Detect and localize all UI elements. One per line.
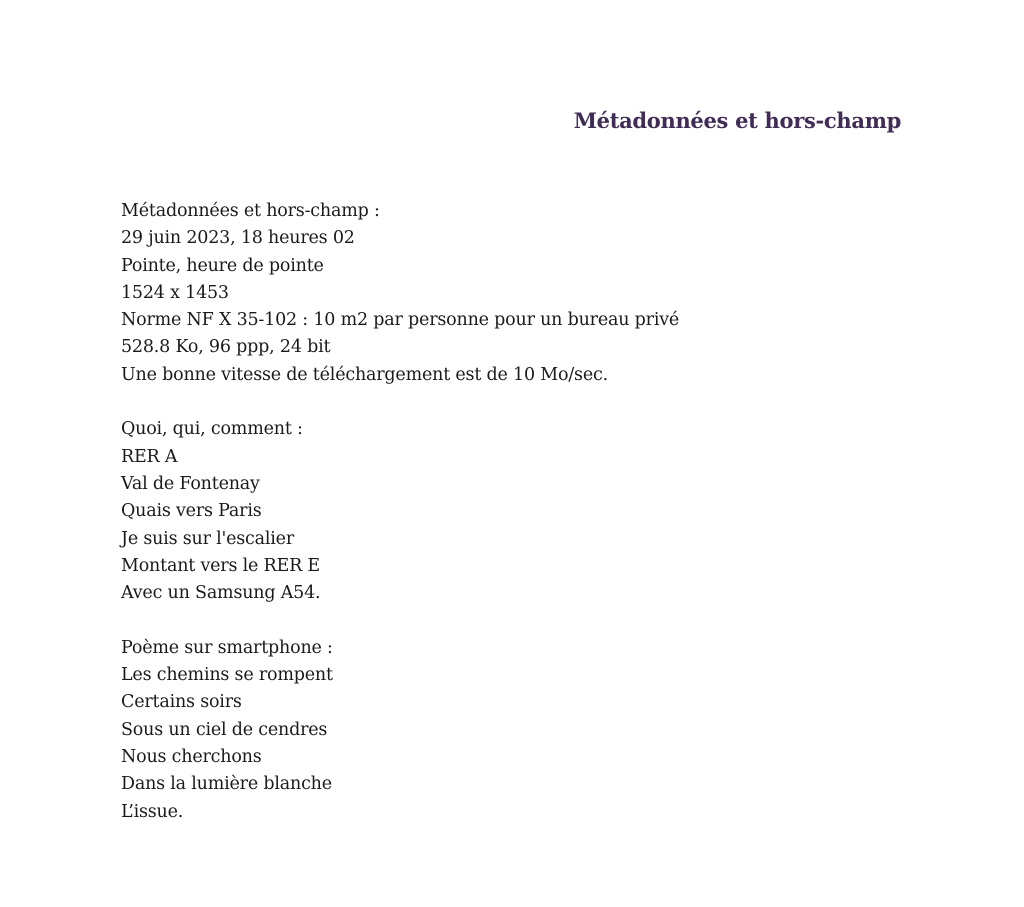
text-line: RER A bbox=[121, 446, 178, 467]
text-line: Sous un ciel de cendres bbox=[121, 719, 328, 740]
text-line: Certains soirs bbox=[121, 692, 242, 713]
text-line: Une bonne vitesse de téléchargement est de 10 Mo/sec. bbox=[121, 364, 608, 385]
text-line: Norme NF X 35-102 : 10 m2 par personne pour un bureau privé bbox=[121, 310, 680, 331]
text-line: Quais vers Paris bbox=[121, 501, 262, 522]
text-line: Métadonnées et hors-champ : bbox=[121, 201, 380, 221]
text-line: Montant vers le RER E bbox=[121, 555, 320, 576]
body-text bbox=[121, 198, 901, 853]
text-line: Pointe, heure de pointe bbox=[121, 255, 324, 276]
text-line: Quoi, qui, comment : bbox=[121, 419, 303, 440]
text-line: Nous cherchons bbox=[121, 746, 262, 767]
text-line: Dans la lumière blanche bbox=[121, 774, 332, 795]
text-line: Val de Fontenay bbox=[121, 473, 260, 494]
text-line: Avec un Samsung A54. bbox=[121, 583, 321, 604]
poem-stanza bbox=[121, 635, 901, 826]
metadata-stanza bbox=[121, 198, 901, 389]
context-stanza bbox=[121, 416, 901, 607]
page-title: Métadonnées et hors-champ bbox=[573, 108, 901, 133]
text-line: L’issue. bbox=[121, 801, 184, 822]
text-line: Je suis sur l'escalier bbox=[121, 528, 295, 549]
text-line: 1524 x 1453 bbox=[121, 282, 229, 303]
text-line: Poème sur smartphone : bbox=[121, 637, 333, 658]
text-line: 528.8 Ko, 96 ppp, 24 bit bbox=[121, 337, 331, 358]
text-line: 29 juin 2023, 18 heures 02 bbox=[121, 228, 355, 249]
text-line: Les chemins se rompent bbox=[121, 665, 333, 686]
